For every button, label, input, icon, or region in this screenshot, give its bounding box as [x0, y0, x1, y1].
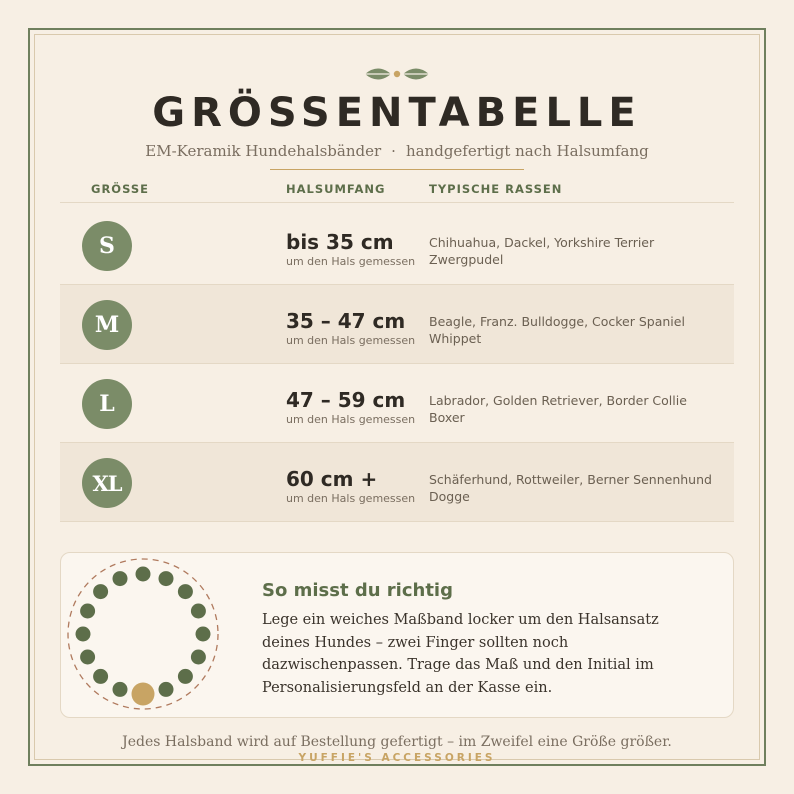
breed-line: Zwergpudel [429, 252, 504, 267]
ceramic-bead [136, 567, 151, 582]
header-ornament [0, 62, 794, 86]
breed-line: Boxer [429, 410, 465, 425]
ceramic-bead [80, 650, 95, 665]
ceramic-bead [93, 584, 108, 599]
measure-note: um den Hals gemessen [286, 334, 416, 347]
brand-name: YUFFIE'S ACCESSORIES [298, 752, 496, 764]
ceramic-bead [113, 571, 128, 586]
breed-list [429, 392, 687, 426]
ceramic-bead [80, 604, 95, 619]
ceramic-bead [191, 604, 206, 619]
measure-guide-text [262, 609, 702, 699]
column-header-size: GRÖSSE [91, 182, 149, 196]
ceramic-bead [113, 682, 128, 697]
size-row-l [60, 364, 734, 443]
title-divider [270, 169, 524, 170]
breed-line: Dogge [429, 489, 470, 504]
size-badge: M [82, 300, 132, 350]
breed-line: Beagle, Franz. Bulldogge, Cocker Spaniel [429, 314, 685, 329]
page-title: GRÖSSENTABELLE [152, 90, 642, 136]
size-badge: S [82, 221, 132, 271]
breed-list [429, 471, 712, 505]
neck-measure: 60 cm + [286, 467, 378, 491]
ceramic-bead [159, 571, 174, 586]
page-subtitle [0, 142, 794, 160]
ceramic-bead [191, 650, 206, 665]
guide-line: Personalisierungsfeld an der Kasse ein. [262, 679, 553, 696]
size-row-xl [60, 443, 734, 522]
header-divider [60, 202, 734, 203]
size-row-m [60, 285, 734, 364]
neck-measure: 35 – 47 cm [286, 309, 406, 333]
footer-note: Jedes Halsband wird auf Bestellung gefertigt – im Zweifel eine Größe größer. [122, 734, 672, 750]
measure-guide-title: So misst du richtig [262, 580, 453, 601]
column-header-breeds: TYPISCHE RASSEN [429, 182, 563, 196]
guide-line: deines Hundes – zwei Finger sollten noch [262, 634, 569, 651]
bead-collar-icon [64, 558, 224, 714]
breed-line: Labrador, Golden Retriever, Border Collie [429, 393, 687, 408]
guide-line: Lege ein weiches Maßband locker um den Halsansatz [262, 612, 659, 628]
size-badge: XL [82, 458, 132, 508]
measure-note: um den Hals gemessen [286, 413, 416, 426]
neck-measure: 47 – 59 cm [286, 388, 406, 412]
breed-line: Chihuahua, Dackel, Yorkshire Terrier [429, 235, 655, 250]
guide-line: dazwischenpassen. Trage das Maß und den Initial im [262, 657, 654, 673]
subtitle-product: EM-Keramik Hundehalsbänder [145, 142, 382, 160]
ceramic-bead [178, 669, 193, 684]
subtitle-separator: · [391, 142, 396, 160]
ceramic-bead [76, 627, 91, 642]
size-badge: L [82, 379, 132, 429]
ceramic-bead [159, 682, 174, 697]
breed-list [429, 313, 685, 347]
measure-note: um den Hals gemessen [286, 492, 416, 505]
initial-bead [132, 683, 155, 706]
ceramic-bead [178, 584, 193, 599]
neck-measure: bis 35 cm [286, 230, 394, 254]
breed-line: Schäferhund, Rottweiler, Berner Sennenhund [429, 472, 712, 487]
ceramic-bead [93, 669, 108, 684]
leaf-ornament-icon [347, 62, 447, 86]
breed-line: Whippet [429, 331, 482, 346]
size-row-s [60, 206, 734, 285]
ceramic-bead [196, 627, 211, 642]
breed-list [429, 234, 654, 268]
column-header-neck: HALSUMFANG [286, 182, 386, 196]
measure-note: um den Hals gemessen [286, 255, 416, 268]
subtitle-method: handgefertigt nach Halsumfang [405, 142, 649, 160]
